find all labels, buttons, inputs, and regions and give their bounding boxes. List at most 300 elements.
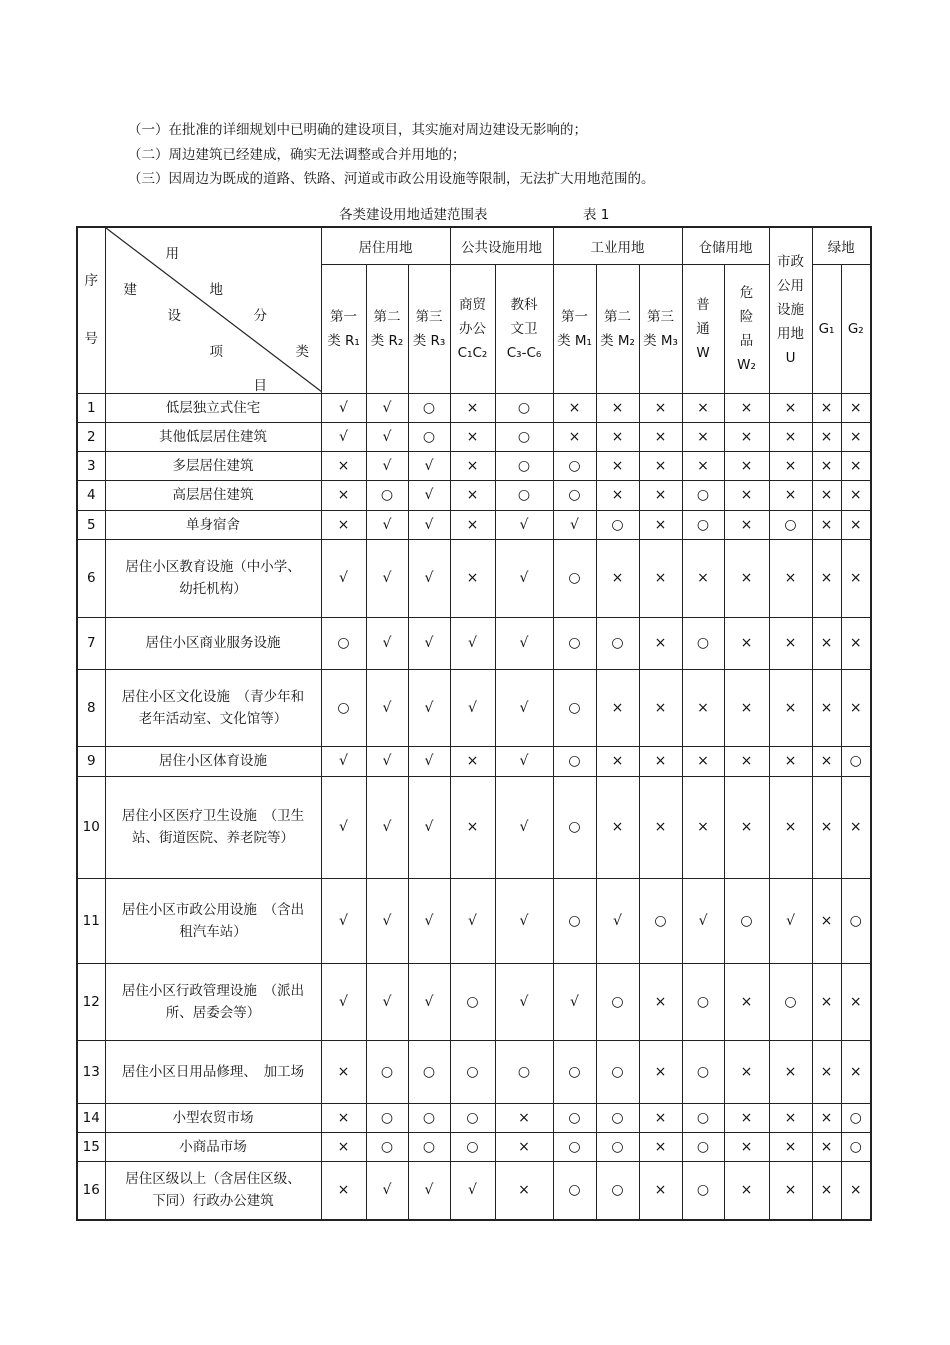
building-type-line: 居住小区行政管理设施 （派出 [121, 982, 305, 999]
suitability-mark: × [639, 1103, 682, 1132]
sub-line: 类 R₁ [327, 332, 360, 349]
suitability-mark: × [769, 746, 812, 776]
seq-header-char: 序 [84, 273, 98, 290]
row-building-type [105, 393, 321, 422]
suitability-mark: × [639, 1040, 682, 1103]
row-building-type [105, 1040, 321, 1103]
suitability-mark: × [596, 669, 639, 746]
suitability-mark: × [450, 746, 495, 776]
suitability-mark: × [682, 776, 724, 878]
building-type-line: 居住小区商业服务设施 [145, 635, 281, 651]
suitability-mark: × [841, 422, 871, 451]
suitability-mark: × [321, 510, 366, 539]
suitability-mark: × [724, 480, 769, 510]
intro-line: （三）因周边为既成的道路、铁路、河道或市政公用设施等限制，无法扩大用地范围的。 [128, 171, 655, 187]
diag-char: 设 [167, 308, 181, 325]
suitability-mark: × [450, 422, 495, 451]
sub-m2 [596, 264, 639, 393]
suitability-mark: ○ [408, 1103, 450, 1132]
suitability-mark: × [724, 1161, 769, 1220]
suitability-mark: × [321, 480, 366, 510]
row-building-type [105, 422, 321, 451]
table-row [77, 1161, 871, 1220]
suitability-mark: ○ [596, 1132, 639, 1161]
sub-line: 办公 [459, 320, 487, 337]
suitability-mark: ○ [841, 878, 871, 963]
diag-char: 项 [209, 344, 223, 361]
suitability-mark: √ [321, 878, 366, 963]
suitability-mark: × [639, 963, 682, 1040]
suitability-mark: √ [366, 776, 408, 878]
row-number: 5 [77, 510, 105, 539]
sub-line: C₃-C₆ [506, 344, 542, 361]
suitability-mark: × [812, 776, 841, 878]
table-title: 各类建设用地适建范围表 [339, 207, 488, 223]
suitability-mark: ○ [495, 422, 553, 451]
suitability-mark: ○ [495, 1040, 553, 1103]
sub-line: 教科 [510, 296, 538, 313]
suitability-mark: × [769, 539, 812, 617]
row-number: 7 [77, 617, 105, 669]
suitability-mark: × [812, 1161, 841, 1220]
table-row [77, 1103, 871, 1132]
sub-line: 文卫 [510, 320, 538, 337]
table-row [77, 617, 871, 669]
suitability-mark: × [682, 393, 724, 422]
suitability-mark: × [639, 617, 682, 669]
suitability-mark: ○ [596, 1161, 639, 1220]
building-type-line: 站、街道医院、养老院等） [132, 830, 294, 846]
sub-line: C₁C₂ [457, 344, 488, 361]
table-row [77, 539, 871, 617]
building-type-line: 单身宿舍 [186, 516, 240, 533]
municipal-line: 设施 [777, 302, 805, 319]
row-building-type [105, 746, 321, 776]
suitability-mark: √ [366, 1161, 408, 1220]
suitability-mark: × [812, 1132, 841, 1161]
suitability-mark: × [812, 480, 841, 510]
suitability-mark: × [639, 422, 682, 451]
table-row [77, 746, 871, 776]
suitability-mark: ○ [553, 1161, 596, 1220]
suitability-mark: √ [366, 878, 408, 963]
suitability-mark: × [553, 393, 596, 422]
suitability-mark: √ [366, 617, 408, 669]
suitability-mark: × [596, 746, 639, 776]
sub-m3 [639, 264, 682, 393]
suitability-mark: √ [366, 422, 408, 451]
suitability-mark: × [812, 510, 841, 539]
suitability-mark: ○ [682, 1161, 724, 1220]
table-row [77, 1040, 871, 1103]
sub-line: 普 [696, 296, 710, 313]
suitability-mark: × [639, 539, 682, 617]
suitability-mark: √ [408, 451, 450, 480]
building-type-line: 多层居住建筑 [172, 457, 254, 474]
building-type-line: 居住小区市政公用设施 （含出 [121, 901, 305, 918]
building-type-line: 所、居委会等） [165, 1004, 261, 1021]
row-building-type [105, 1132, 321, 1161]
suitability-mark: × [495, 1161, 553, 1220]
suitability-mark: × [450, 393, 495, 422]
suitability-mark: × [639, 776, 682, 878]
suitability-mark: √ [450, 1161, 495, 1220]
row-building-type [105, 539, 321, 617]
suitability-mark: √ [408, 1161, 450, 1220]
municipal-line: 用地 [777, 326, 805, 343]
building-type-line: 居住小区文化设施 （青少年和 [121, 688, 305, 705]
sub-c-edu [495, 264, 553, 393]
diag-char: 分 [253, 308, 267, 325]
sub-g2: G₂ [841, 264, 871, 393]
suitability-mark: ○ [553, 669, 596, 746]
sub-line: 类 R₃ [412, 332, 446, 349]
suitability-mark: ○ [639, 878, 682, 963]
suitability-mark: × [841, 776, 871, 878]
sub-line: 通 [696, 320, 710, 337]
table-row [77, 1132, 871, 1161]
suitability-mark: × [812, 393, 841, 422]
suitability-mark: √ [366, 393, 408, 422]
suitability-mark: × [321, 451, 366, 480]
suitability-mark: √ [408, 669, 450, 746]
suitability-mark: × [841, 617, 871, 669]
row-number: 6 [77, 539, 105, 617]
sub-line: 险 [739, 308, 754, 325]
row-number: 8 [77, 669, 105, 746]
suitability-mark: × [596, 480, 639, 510]
suitability-mark: × [812, 1040, 841, 1103]
intro-paragraphs [128, 118, 655, 192]
row-building-type [105, 1103, 321, 1132]
suitability-mark: ○ [553, 451, 596, 480]
suitability-mark: ○ [682, 1103, 724, 1132]
suitability-mark: × [724, 451, 769, 480]
sub-line: 第三 [647, 308, 675, 325]
sub-line: 第二 [604, 308, 632, 325]
sub-r1 [321, 264, 366, 393]
suitability-mark: × [812, 746, 841, 776]
suitability-mark: × [841, 539, 871, 617]
suitability-mark: ○ [841, 1132, 871, 1161]
row-number: 15 [77, 1132, 105, 1161]
suitability-mark: ○ [553, 617, 596, 669]
table-number: 表 1 [583, 207, 610, 223]
building-type-line: 小商品市场 [179, 1138, 247, 1155]
group-residential: 居住用地 [321, 227, 450, 264]
suitability-mark: ○ [769, 510, 812, 539]
suitability-mark: × [321, 1103, 366, 1132]
row-number: 11 [77, 878, 105, 963]
suitability-mark: × [769, 393, 812, 422]
row-building-type [105, 776, 321, 878]
suitability-mark: ○ [366, 1040, 408, 1103]
suitability-mark: × [724, 422, 769, 451]
suitability-mark: √ [408, 617, 450, 669]
suitability-mark: √ [321, 776, 366, 878]
suitability-mark: ○ [553, 746, 596, 776]
suitability-mark: × [769, 1040, 812, 1103]
suitability-mark: √ [321, 422, 366, 451]
sub-line: W₂ [737, 356, 756, 373]
diag-char: 用 [165, 246, 179, 263]
suitability-mark: × [450, 480, 495, 510]
suitability-mark: ○ [596, 963, 639, 1040]
suitability-mark: × [812, 963, 841, 1040]
group-green: 绿地 [812, 227, 871, 264]
suitability-mark: ○ [553, 1040, 596, 1103]
suitability-mark: ○ [596, 1040, 639, 1103]
sub-line: 类 M₂ [600, 332, 635, 349]
suitability-mark: × [769, 422, 812, 451]
suitability-mark: × [812, 617, 841, 669]
suitability-mark: × [812, 451, 841, 480]
suitability-mark: × [841, 510, 871, 539]
sub-line: 第二 [373, 308, 401, 325]
row-number: 9 [77, 746, 105, 776]
suitability-mark: ○ [553, 1103, 596, 1132]
row-number: 12 [77, 963, 105, 1040]
suitability-mark: × [769, 776, 812, 878]
diag-char: 目 [253, 378, 267, 395]
suitability-mark: ○ [408, 393, 450, 422]
suitability-mark: × [495, 1103, 553, 1132]
sub-m1 [553, 264, 596, 393]
suitability-mark: ○ [682, 1040, 724, 1103]
suitability-mark: √ [366, 451, 408, 480]
suitability-mark: ○ [450, 1103, 495, 1132]
suitability-mark: × [495, 1132, 553, 1161]
suitability-mark: × [639, 480, 682, 510]
suitability-mark: √ [321, 539, 366, 617]
sub-c-commerce [450, 264, 495, 393]
suitability-mark: × [321, 1040, 366, 1103]
group-industrial: 工业用地 [553, 227, 682, 264]
suitability-mark: √ [450, 878, 495, 963]
suitability-mark: × [769, 617, 812, 669]
diagonal-header [105, 227, 321, 393]
building-type-line: 居住区级以上（含居住区级、 [125, 1171, 301, 1188]
suitability-mark: × [450, 451, 495, 480]
suitability-mark: ○ [408, 1040, 450, 1103]
suitability-mark: × [724, 963, 769, 1040]
suitability-mark: × [596, 422, 639, 451]
suitability-mark: ○ [408, 1132, 450, 1161]
suitability-mark: √ [495, 963, 553, 1040]
row-building-type [105, 1161, 321, 1220]
sub-g1: G₁ [812, 264, 841, 393]
diag-char: 地 [209, 282, 223, 299]
suitability-mark: ○ [553, 480, 596, 510]
suitability-mark: √ [408, 878, 450, 963]
table-row [77, 510, 871, 539]
municipal-line: 市政 [777, 254, 805, 271]
suitability-mark: × [724, 776, 769, 878]
suitability-mark: ○ [841, 746, 871, 776]
row-number: 3 [77, 451, 105, 480]
suitability-mark: √ [366, 510, 408, 539]
suitability-mark: × [639, 1132, 682, 1161]
suitability-mark: √ [596, 878, 639, 963]
header-row-groups [77, 227, 871, 264]
suitability-mark: × [682, 746, 724, 776]
suitability-mark: ○ [366, 480, 408, 510]
suitability-mark: × [812, 669, 841, 746]
suitability-mark: √ [495, 539, 553, 617]
suitability-mark: × [724, 1132, 769, 1161]
group-storage: 仓储用地 [682, 227, 769, 264]
suitability-mark: √ [321, 963, 366, 1040]
table-row [77, 451, 871, 480]
suitability-mark: × [841, 1040, 871, 1103]
building-type-line: 低层独立式住宅 [165, 399, 261, 416]
suitability-mark: √ [495, 669, 553, 746]
sub-line: 第三 [415, 308, 443, 325]
suitability-mark: ○ [769, 963, 812, 1040]
building-type-line: 老年活动室、文化馆等） [138, 710, 288, 727]
suitability-mark: × [450, 539, 495, 617]
suitability-mark: × [724, 1040, 769, 1103]
row-building-type [105, 480, 321, 510]
suitability-mark: ○ [682, 480, 724, 510]
building-type-line: 幼托机构） [179, 581, 247, 597]
suitability-mark: ○ [553, 878, 596, 963]
seq-header-char: 号 [84, 331, 98, 348]
municipal-line: 公用 [777, 278, 805, 295]
row-number: 1 [77, 393, 105, 422]
suitability-mark: ○ [596, 510, 639, 539]
suitability-mark: √ [408, 963, 450, 1040]
table-row [77, 393, 871, 422]
suitability-mark: × [724, 746, 769, 776]
group-public: 公共设施用地 [450, 227, 553, 264]
suitability-mark: × [841, 963, 871, 1040]
intro-line: （二）周边建筑已经建成，确实无法调整或合并用地的； [128, 146, 466, 163]
suitability-mark: × [812, 539, 841, 617]
suitability-mark: × [724, 617, 769, 669]
suitability-mark: √ [408, 480, 450, 510]
suitability-mark: ○ [682, 617, 724, 669]
land-use-table [76, 226, 872, 1221]
suitability-mark: ○ [682, 1132, 724, 1161]
row-building-type [105, 963, 321, 1040]
suitability-mark: ○ [553, 539, 596, 617]
suitability-mark: × [450, 510, 495, 539]
suitability-mark: ○ [450, 1132, 495, 1161]
suitability-mark: √ [408, 539, 450, 617]
suitability-mark: √ [450, 617, 495, 669]
sub-line: 危 [739, 284, 754, 301]
suitability-mark: ○ [495, 451, 553, 480]
suitability-mark: √ [408, 746, 450, 776]
suitability-mark: × [596, 776, 639, 878]
suitability-mark: ○ [495, 480, 553, 510]
suitability-mark: √ [321, 746, 366, 776]
suitability-mark: × [639, 510, 682, 539]
row-building-type [105, 878, 321, 963]
sub-line: 第一 [561, 308, 589, 325]
suitability-mark: ○ [321, 669, 366, 746]
suitability-mark: √ [495, 878, 553, 963]
suitability-mark: × [769, 1161, 812, 1220]
sub-w-normal [682, 264, 724, 393]
suitability-mark: × [682, 669, 724, 746]
suitability-mark: × [769, 451, 812, 480]
suitability-mark: × [841, 393, 871, 422]
suitability-mark: √ [553, 963, 596, 1040]
table-row [77, 776, 871, 878]
suitability-mark: √ [366, 669, 408, 746]
suitability-mark: ○ [366, 1132, 408, 1161]
suitability-mark: √ [495, 617, 553, 669]
sub-line: 品 [739, 332, 754, 349]
suitability-mark: × [724, 1103, 769, 1132]
suitability-mark: × [553, 422, 596, 451]
suitability-mark: × [639, 746, 682, 776]
suitability-mark: × [769, 1103, 812, 1132]
suitability-mark: × [639, 451, 682, 480]
suitability-mark: × [321, 1161, 366, 1220]
suitability-mark: ○ [596, 617, 639, 669]
suitability-mark: ○ [724, 878, 769, 963]
suitability-mark: × [596, 451, 639, 480]
suitability-mark: × [724, 539, 769, 617]
suitability-mark: ○ [682, 510, 724, 539]
suitability-mark: ○ [596, 1103, 639, 1132]
row-number: 16 [77, 1161, 105, 1220]
suitability-mark: ○ [450, 963, 495, 1040]
suitability-mark: ○ [841, 1103, 871, 1132]
row-number: 14 [77, 1103, 105, 1132]
suitability-mark: × [596, 539, 639, 617]
suitability-mark: × [841, 451, 871, 480]
building-type-line: 租汽车站） [179, 923, 247, 940]
building-type-line: 高层居住建筑 [172, 487, 254, 503]
group-municipal [769, 227, 812, 393]
row-number: 4 [77, 480, 105, 510]
suitability-mark: × [639, 1161, 682, 1220]
suitability-mark: √ [495, 746, 553, 776]
sub-r2 [366, 264, 408, 393]
suitability-mark: × [639, 669, 682, 746]
suitability-mark: × [450, 776, 495, 878]
suitability-mark: × [682, 451, 724, 480]
suitability-mark: ○ [682, 963, 724, 1040]
building-type-line: 居住小区医疗卫生设施 （卫生 [121, 808, 305, 824]
diagonal-line [106, 228, 322, 395]
suitability-mark: √ [321, 393, 366, 422]
table-row [77, 963, 871, 1040]
suitability-mark: ○ [321, 617, 366, 669]
suitability-mark: ○ [408, 422, 450, 451]
suitability-mark: × [596, 393, 639, 422]
suitability-mark: × [841, 480, 871, 510]
suitability-mark: × [639, 393, 682, 422]
suitability-mark: √ [366, 963, 408, 1040]
suitability-mark: √ [366, 746, 408, 776]
suitability-mark: √ [495, 510, 553, 539]
sub-line: W [696, 344, 710, 361]
suitability-mark: × [682, 422, 724, 451]
building-type-line: 小型农贸市场 [172, 1109, 254, 1126]
table-row [77, 480, 871, 510]
suitability-mark: ○ [450, 1040, 495, 1103]
sub-line: 类 M₃ [643, 332, 678, 349]
row-building-type [105, 617, 321, 669]
suitability-mark: × [812, 422, 841, 451]
suitability-mark: × [321, 1132, 366, 1161]
suitability-mark: √ [553, 510, 596, 539]
